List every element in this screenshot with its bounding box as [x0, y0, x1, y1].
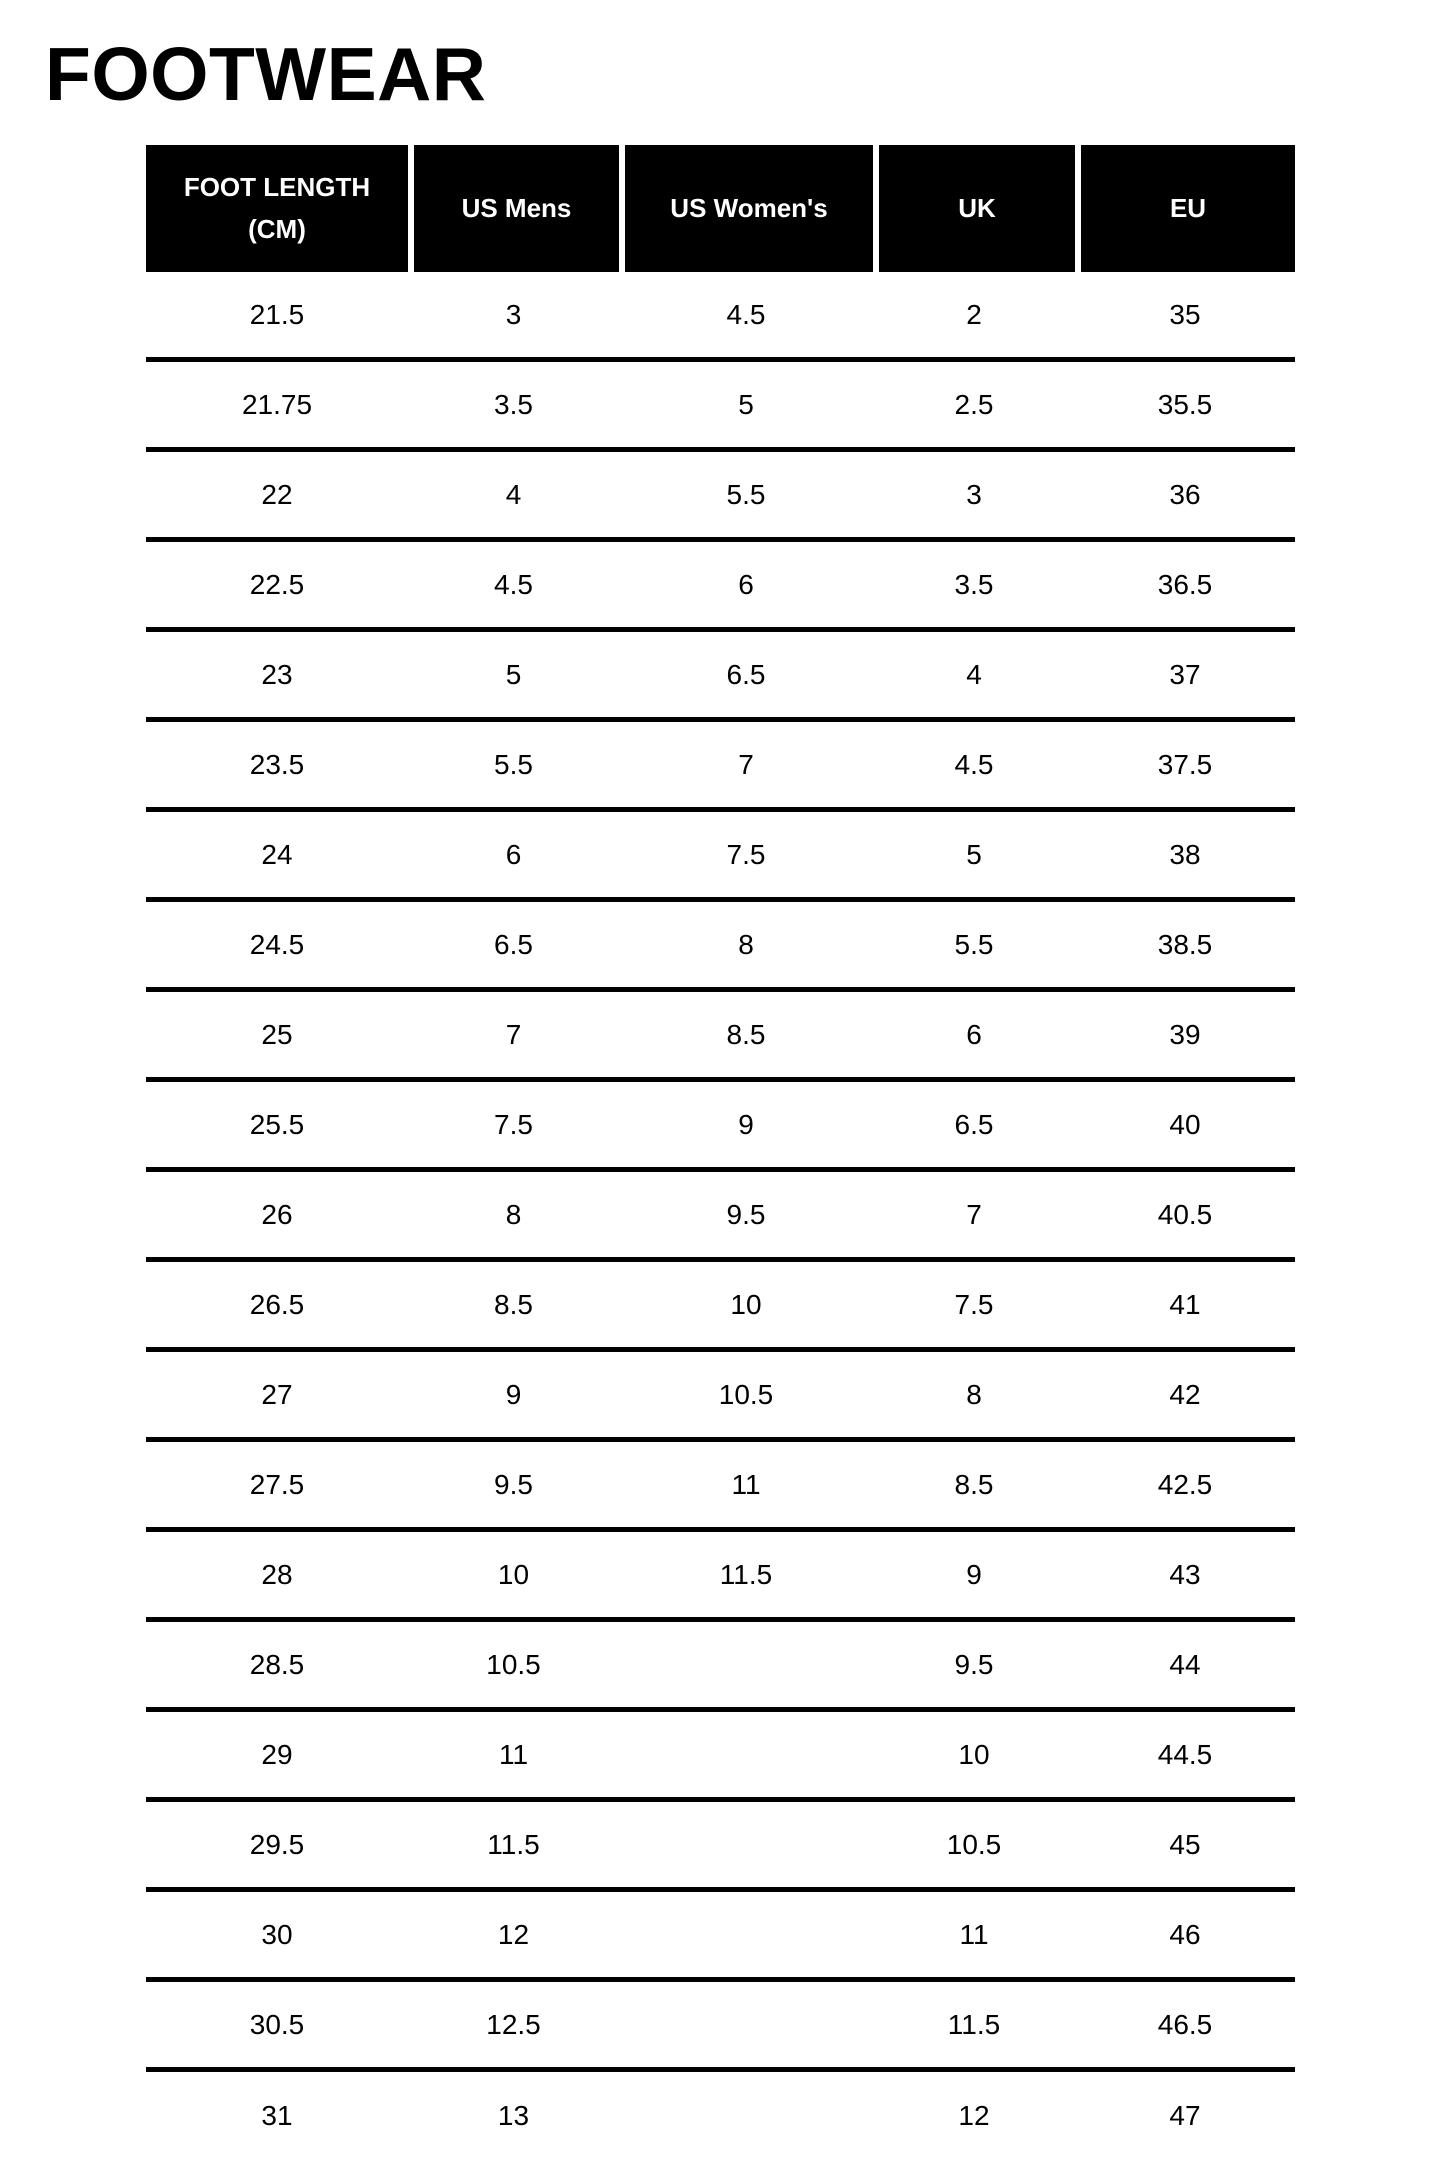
table-cell: 6 — [505, 838, 522, 870]
table-cell: 10 — [958, 1738, 990, 1770]
table-cell: 12.5 — [486, 2008, 541, 2040]
table-cell: 42.5 — [1157, 1468, 1213, 1500]
table-cell: 11 — [498, 1738, 529, 1770]
table-row — [146, 1172, 1295, 1262]
table-cell: 7 — [738, 748, 754, 780]
table-cell: 47 — [1169, 2100, 1201, 2131]
table-cell: 5.5 — [494, 748, 533, 780]
table-cell: 46 — [1169, 1918, 1201, 1950]
table-cell: 9 — [738, 1108, 754, 1140]
table-cell: 26.5 — [249, 1288, 305, 1320]
table-cell: 22 — [261, 478, 293, 510]
table-cell: 36.5 — [1157, 568, 1213, 600]
table-cell: 3.5 — [954, 568, 994, 600]
table-cell: 9 — [966, 1558, 982, 1590]
table-cell: 12 — [497, 1918, 530, 1950]
table-row — [146, 722, 1295, 812]
size-chart-table — [146, 145, 1295, 2160]
table-cell: 11.5 — [719, 1558, 773, 1590]
column-header-us-womens: US Women's — [619, 145, 873, 272]
table-row — [146, 1082, 1295, 1172]
table-cell: 8.5 — [726, 1018, 766, 1050]
table-row — [146, 632, 1295, 722]
table-row — [146, 452, 1295, 542]
table-cell: 25.5 — [249, 1108, 305, 1140]
table-row — [146, 542, 1295, 632]
table-cell — [619, 1802, 873, 1887]
table-cell: 7.5 — [954, 1288, 994, 1320]
table-cell: 39 — [1169, 1018, 1201, 1050]
table-cell: 11.5 — [947, 2008, 1001, 2040]
table-row — [146, 992, 1295, 1082]
table-cell: 8 — [966, 1378, 982, 1410]
table-cell: 40.5 — [1157, 1198, 1213, 1230]
table-cell: 5 — [738, 388, 754, 420]
table-cell: 22.5 — [249, 568, 305, 600]
column-header-foot-length: FOOT LENGTH (CM) — [183, 171, 371, 244]
table-cell: 3 — [505, 298, 522, 330]
table-cell: 13 — [497, 2100, 530, 2131]
table-cell: 27.5 — [249, 1468, 305, 1500]
table-cell: 24 — [261, 838, 293, 870]
table-cell — [619, 1982, 873, 2067]
table-cell: 9.5 — [954, 1648, 994, 1680]
table-cell: 2 — [966, 298, 982, 330]
table-cell: 29.5 — [249, 1828, 305, 1860]
table-cell: 10.5 — [946, 1828, 1002, 1860]
table-cell: 7 — [966, 1198, 982, 1230]
table-cell: 44.5 — [1157, 1738, 1213, 1770]
table-header-row — [146, 145, 1295, 272]
table-cell: 11 — [959, 1918, 989, 1950]
table-cell: 10.5 — [486, 1648, 541, 1680]
table-cell: 6 — [966, 1018, 982, 1050]
table-cell: 37.5 — [1157, 748, 1213, 780]
table-cell: 5 — [966, 838, 982, 870]
table-cell: 7.5 — [494, 1108, 533, 1140]
table-cell: 25 — [261, 1018, 293, 1050]
table-row — [146, 1892, 1295, 1982]
table-cell: 4.5 — [954, 748, 994, 780]
table-cell: 40 — [1169, 1108, 1201, 1140]
table-row — [146, 362, 1295, 452]
column-header-uk: UK — [873, 145, 1075, 272]
table-cell: 4 — [966, 658, 982, 690]
table-cell: 38 — [1169, 838, 1201, 870]
table-cell: 3.5 — [494, 388, 533, 420]
table-cell: 21.75 — [241, 388, 313, 420]
table-row — [146, 1802, 1295, 1892]
table-cell: 10 — [730, 1288, 762, 1320]
table-cell: 6.5 — [954, 1108, 994, 1140]
table-cell: 5.5 — [954, 928, 994, 960]
table-cell: 26 — [261, 1198, 293, 1230]
table-cell: 43 — [1169, 1558, 1201, 1590]
table-cell: 4.5 — [494, 568, 533, 600]
table-cell: 36 — [1169, 478, 1201, 510]
table-cell: 24.5 — [249, 928, 305, 960]
table-cell: 5.5 — [726, 478, 766, 510]
table-row — [146, 1262, 1295, 1352]
column-header-eu: EU — [1075, 145, 1295, 272]
table-cell — [619, 1622, 873, 1707]
table-cell: 35 — [1169, 298, 1201, 330]
table-cell: 4.5 — [726, 298, 766, 330]
table-cell: 2.5 — [954, 388, 994, 420]
table-cell: 44 — [1169, 1648, 1201, 1680]
table-cell: 10 — [497, 1558, 530, 1590]
table-cell: 6.5 — [494, 928, 533, 960]
table-cell: 41 — [1169, 1288, 1201, 1320]
table-cell — [619, 1712, 873, 1797]
table-cell: 3 — [966, 478, 982, 510]
page-title: FOOTWEAR — [45, 32, 487, 116]
table-cell: 8.5 — [494, 1288, 533, 1320]
table-row — [146, 1982, 1295, 2072]
table-cell: 12 — [958, 2100, 990, 2131]
table-cell: 42 — [1169, 1378, 1201, 1410]
table-cell: 11.5 — [487, 1828, 540, 1860]
table-row — [146, 2072, 1295, 2160]
table-cell: 21.5 — [249, 298, 305, 330]
table-cell: 23 — [261, 658, 293, 690]
table-cell: 28.5 — [249, 1648, 305, 1680]
table-cell: 8 — [738, 928, 754, 960]
table-cell: 9.5 — [726, 1198, 766, 1230]
table-cell: 5 — [505, 658, 522, 690]
table-cell: 8.5 — [954, 1468, 994, 1500]
table-cell: 4 — [505, 478, 522, 510]
table-cell: 35.5 — [1157, 388, 1213, 420]
table-cell: 45 — [1169, 1828, 1201, 1860]
table-cell — [619, 2072, 873, 2160]
table-cell: 11 — [731, 1468, 761, 1500]
table-cell: 38.5 — [1157, 928, 1213, 960]
table-cell: 9 — [505, 1378, 522, 1410]
table-row — [146, 1532, 1295, 1622]
table-cell: 6 — [738, 568, 754, 600]
table-cell: 10.5 — [718, 1378, 774, 1410]
table-cell: 6.5 — [726, 658, 766, 690]
column-header-us-mens: US Mens — [408, 145, 619, 272]
table-cell: 46.5 — [1157, 2008, 1213, 2040]
table-body — [146, 272, 1295, 2160]
table-cell: 7 — [505, 1018, 522, 1050]
table-cell: 28 — [261, 1558, 293, 1590]
table-row — [146, 1622, 1295, 1712]
table-cell: 23.5 — [249, 748, 305, 780]
table-row — [146, 1352, 1295, 1442]
table-row — [146, 812, 1295, 902]
table-row — [146, 1712, 1295, 1802]
table-row — [146, 902, 1295, 992]
table-cell: 30 — [261, 1918, 293, 1950]
table-cell: 8 — [505, 1198, 522, 1230]
table-cell: 30.5 — [249, 2008, 305, 2040]
table-row — [146, 1442, 1295, 1532]
table-cell — [619, 1892, 873, 1977]
table-cell: 31 — [261, 2100, 293, 2131]
table-row — [146, 272, 1295, 362]
table-cell: 9.5 — [494, 1468, 533, 1500]
table-cell: 37 — [1169, 658, 1201, 690]
table-cell: 7.5 — [726, 838, 766, 870]
table-cell: 29 — [261, 1738, 293, 1770]
table-cell: 27 — [261, 1378, 293, 1410]
